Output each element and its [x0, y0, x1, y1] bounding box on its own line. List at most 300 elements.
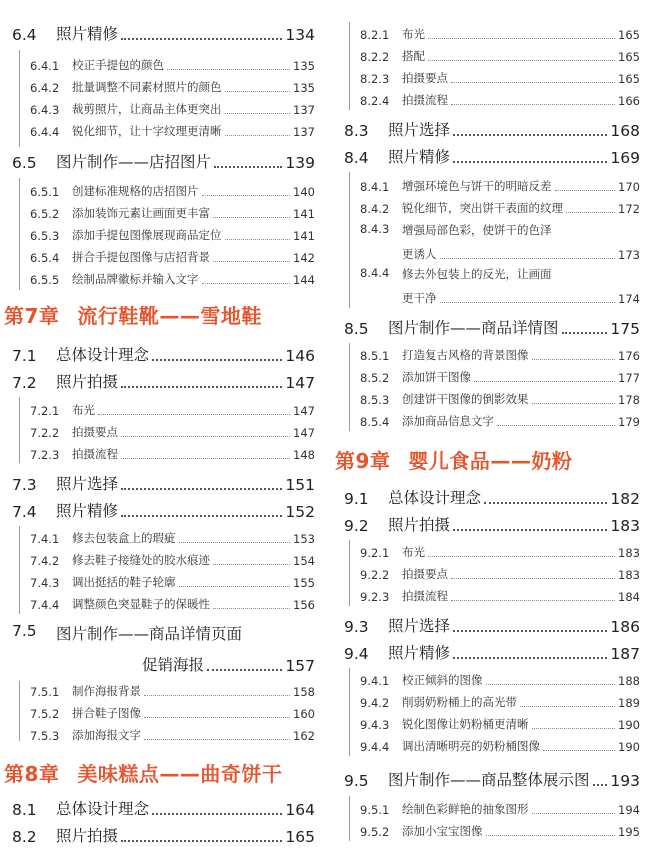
subsection-title: 布光: [402, 27, 425, 41]
toc-section-8-1[interactable]: [12, 797, 315, 819]
subsection-title: 校正手提包的颜色: [72, 58, 164, 72]
subsection-number: 7.5.1: [30, 685, 60, 699]
toc-subsection-8-2-1[interactable]: [360, 26, 640, 42]
dot-leader: [213, 217, 290, 218]
toc-section-6-5[interactable]: [12, 150, 315, 172]
toc-subsection-8-2-2[interactable]: [360, 48, 640, 64]
dot-leader: [179, 542, 291, 543]
page-number: 147: [293, 426, 315, 440]
dot-leader: [144, 695, 290, 696]
page-number: 189: [618, 696, 640, 710]
group-bracket-line: [19, 50, 20, 147]
page-number: 165: [618, 50, 640, 64]
subsection-title: 调出清晰明亮的奶粉桶图像: [402, 739, 540, 753]
toc-section-8-4[interactable]: [344, 145, 640, 167]
subsection-title: 添加商品信息文字: [402, 414, 494, 428]
section-title: 照片精修: [56, 502, 119, 520]
subsection-title: 调整颜色突显鞋子的保暖性: [72, 597, 210, 611]
subsection-number: 8.4.3: [360, 222, 390, 236]
subsection-number: 7.5.2: [30, 707, 60, 721]
group-bracket-line: [349, 668, 350, 756]
page-number: 137: [293, 125, 315, 139]
toc-subsection-9-5-1[interactable]: [360, 801, 640, 817]
dot-leader: [428, 60, 615, 61]
toc-section-9-5[interactable]: [344, 768, 640, 790]
chapter-7-heading[interactable]: [4, 300, 325, 329]
page-number: 172: [618, 202, 640, 216]
toc-subsection-7-4-1[interactable]: [30, 530, 315, 546]
subsection-title: 裁剪照片，让商品主体更突出: [72, 102, 222, 116]
subsection-number: 9.4.3: [360, 718, 390, 732]
subsection-number: 6.4.2: [30, 81, 60, 95]
page-number: 175: [610, 320, 640, 338]
dot-leader: [225, 113, 291, 114]
dot-leader: [152, 813, 282, 815]
section-number: 8.2: [12, 828, 37, 846]
toc-subsection-9-2-3[interactable]: [360, 588, 640, 604]
page-number: 148: [293, 448, 315, 462]
toc-section-8-5[interactable]: [344, 316, 640, 338]
subsection-title: 削弱奶粉桶上的高光带: [402, 695, 517, 709]
section-number: 9.5: [344, 772, 369, 790]
toc-subsection-7-4-3[interactable]: [30, 574, 315, 590]
page-number: 141: [293, 207, 315, 221]
section-number: 9.3: [344, 618, 369, 636]
dot-leader: [214, 166, 282, 168]
toc-section-9-1[interactable]: [344, 486, 640, 508]
subsection-title: 拍摄要点: [72, 425, 118, 439]
subsection-title: 添加手提包图像展现商品定位: [72, 228, 222, 242]
section-number: 9.1: [344, 490, 369, 508]
page-number: 170: [618, 180, 640, 194]
dot-leader: [593, 784, 608, 786]
dot-leader: [451, 104, 615, 105]
page-number: 158: [293, 685, 315, 699]
toc-subsection-8-2-4[interactable]: [360, 92, 640, 108]
toc-subsection-6-5-5[interactable]: [30, 271, 315, 287]
subsection-title: 拍摄流程: [402, 589, 448, 603]
page-number: 152: [285, 503, 315, 521]
dot-leader: [453, 161, 607, 163]
toc-subsection-8-5-2[interactable]: [360, 369, 640, 385]
page-number: 183: [618, 546, 640, 560]
toc-subsection-8-5-3[interactable]: [360, 391, 640, 407]
toc-section-8-2[interactable]: [12, 824, 315, 846]
group-bracket-line: [349, 343, 350, 431]
subsection-number: 8.5.4: [360, 415, 390, 429]
page-number: 188: [618, 674, 640, 688]
dot-leader: [144, 717, 290, 718]
dot-leader: [213, 564, 290, 565]
chapter-8-heading[interactable]: [4, 758, 325, 787]
toc-subsection-7-5-2[interactable]: [30, 705, 315, 721]
subsection-title: 锐化细节，让十字纹理更清晰: [72, 124, 222, 138]
subsection-title: 拍摄要点: [402, 71, 448, 85]
subsection-number: 8.4.4: [360, 266, 390, 280]
page-number: 157: [285, 657, 315, 675]
toc-section-9-2[interactable]: [344, 513, 640, 535]
dot-leader: [484, 502, 607, 504]
subsection-number: 7.4.2: [30, 554, 60, 568]
toc-section-9-3[interactable]: [344, 614, 640, 636]
subsection-title: 搭配: [402, 49, 425, 63]
section-title: 照片精修: [388, 644, 451, 662]
subsection-title: 绘制品牌徽标并输入文字: [72, 272, 199, 286]
dot-leader: [520, 706, 615, 707]
page-number: 165: [285, 828, 315, 846]
subsection-number: 6.4.4: [30, 125, 60, 139]
page-number: 135: [293, 81, 315, 95]
section-title: 照片拍摄: [388, 516, 451, 534]
subsection-number: 6.5.3: [30, 229, 60, 243]
dot-leader: [555, 190, 616, 191]
section-number: 9.2: [344, 517, 369, 535]
page-number: 194: [618, 803, 640, 817]
dot-leader: [225, 91, 291, 92]
dot-leader: [428, 38, 615, 39]
dot-leader: [486, 835, 616, 836]
group-bracket-line: [349, 540, 350, 606]
subsection-title: 拼合鞋子图像: [72, 706, 141, 720]
dot-leader: [474, 381, 615, 382]
toc-subsection-8-4-3[interactable]: [360, 222, 640, 262]
page-number: 135: [293, 59, 315, 73]
subsection-number: 8.5.1: [360, 349, 390, 363]
toc-section-7-1[interactable]: [12, 343, 315, 365]
subsection-number: 9.5.1: [360, 803, 390, 817]
group-bracket-line: [19, 178, 20, 290]
subsection-title: 添加装饰元素让画面更丰富: [72, 206, 210, 220]
dot-leader: [213, 261, 290, 262]
dot-leader: [152, 359, 282, 361]
subsection-title: 修去包装盒上的瑕疵: [72, 531, 176, 545]
subsection-number: 7.5.3: [30, 729, 60, 743]
page-number: 168: [610, 122, 640, 140]
page-number: 173: [618, 248, 640, 262]
dot-leader: [98, 414, 290, 415]
section-number: 7.5: [12, 622, 37, 640]
subsection-title: 添加海报文字: [72, 728, 141, 742]
dot-leader: [213, 608, 290, 609]
subsection-title: 锐化细节，突出饼干表面的纹理: [402, 201, 563, 215]
subsection-title-line-1: 修去外包装上的反光，让画面: [402, 267, 552, 281]
group-bracket-line: [19, 526, 20, 614]
dot-leader: [167, 69, 290, 70]
subsection-title: 校正倾斜的图像: [402, 673, 483, 687]
dot-leader: [121, 840, 282, 842]
toc-subsection-8-5-1[interactable]: [360, 347, 640, 363]
page-number: 137: [293, 103, 315, 117]
page-number: 169: [610, 149, 640, 167]
toc-subsection-7-2-2[interactable]: [30, 424, 315, 440]
subsection-number: 9.4.1: [360, 674, 390, 688]
subsection-number: 7.2.2: [30, 426, 60, 440]
subsection-number: 9.2.1: [360, 546, 390, 560]
subsection-title: 添加小宝宝图像: [402, 824, 483, 838]
dot-leader: [562, 332, 608, 334]
section-title-line-1: 图片制作——商品详情页面: [56, 625, 243, 643]
page-number: 162: [293, 729, 315, 743]
page-number: 178: [618, 393, 640, 407]
subsection-title: 拼合手提包图像与店招背景: [72, 250, 210, 264]
toc-subsection-8-4-2[interactable]: [360, 200, 640, 216]
section-title: 照片精修: [56, 25, 119, 43]
subsection-title: 拍摄流程: [402, 93, 448, 107]
section-number: 7.4: [12, 503, 37, 521]
toc-subsection-6-5-3[interactable]: [30, 227, 315, 243]
toc-subsection-7-5-1[interactable]: [30, 683, 315, 699]
page-number: 156: [293, 598, 315, 612]
toc-subsection-9-4-1[interactable]: [360, 672, 640, 688]
dot-leader: [543, 750, 615, 751]
page-number: 142: [293, 251, 315, 265]
toc-subsection-6-5-4[interactable]: [30, 249, 315, 265]
subsection-number: 6.4.1: [30, 59, 60, 73]
subsection-number: 9.5.2: [360, 825, 390, 839]
subsection-number: 6.5.1: [30, 185, 60, 199]
subsection-title: 锐化图像让奶粉桶更清晰: [402, 717, 529, 731]
dot-leader: [451, 578, 615, 579]
subsection-title: 创建标准规格的店招图片: [72, 184, 199, 198]
section-number: 7.3: [12, 476, 37, 494]
dot-leader: [566, 212, 615, 213]
toc-subsection-6-4-1[interactable]: [30, 57, 315, 73]
subsection-number: 8.2.2: [360, 50, 390, 64]
section-number: 8.4: [344, 149, 369, 167]
toc-section-7-5[interactable]: [12, 622, 315, 675]
page-number: 164: [285, 801, 315, 819]
page-number: 151: [285, 476, 315, 494]
subsection-title: 修去鞋子接缝处的胶水痕迹: [72, 553, 210, 567]
section-number: 6.4: [12, 26, 37, 44]
subsection-title: 批量调整不同素材照片的颜色: [72, 80, 222, 94]
dot-leader: [453, 657, 607, 659]
dot-leader: [453, 134, 607, 136]
section-title: 图片制作——店招图片: [56, 153, 212, 171]
page-number: 165: [618, 28, 640, 42]
page-number: 146: [285, 347, 315, 365]
dot-leader: [486, 684, 616, 685]
section-title: 图片制作——商品详情图: [388, 319, 559, 337]
subsection-title: 调出挺括的鞋子轮廓: [72, 575, 176, 589]
dot-leader: [532, 359, 616, 360]
dot-leader: [121, 436, 290, 437]
subsection-title-line-1: 增强局部色彩，使饼干的色泽: [402, 223, 552, 237]
dot-leader: [451, 82, 615, 83]
subsection-number: 9.2.3: [360, 590, 390, 604]
page-number: 153: [293, 532, 315, 546]
chapter-number: 第8章: [4, 762, 60, 786]
page-number: 154: [293, 554, 315, 568]
page-number: 166: [618, 94, 640, 108]
toc-subsection-7-4-2[interactable]: [30, 552, 315, 568]
toc-subsection-7-4-4[interactable]: [30, 596, 315, 612]
section-number: 8.5: [344, 320, 369, 338]
dot-leader: [451, 600, 615, 601]
page-number: 193: [610, 772, 640, 790]
toc-subsection-7-2-1[interactable]: [30, 402, 315, 418]
chapter-title: 流行鞋靴——雪地鞋: [77, 304, 262, 328]
page-number: 147: [285, 374, 315, 392]
page-number: 182: [610, 490, 640, 508]
section-number: 7.1: [12, 347, 37, 365]
toc-subsection-6-4-3[interactable]: [30, 101, 315, 117]
subsection-number: 9.2.2: [360, 568, 390, 582]
dot-leader: [532, 813, 616, 814]
section-title: 总体设计理念: [388, 489, 482, 507]
section-title: 照片选择: [56, 475, 119, 493]
dot-leader: [497, 425, 615, 426]
page-number: 179: [618, 415, 640, 429]
page-number: 155: [293, 576, 315, 590]
toc-subsection-8-4-1[interactable]: [360, 178, 640, 194]
section-title-line-2: 促销海报: [142, 656, 205, 674]
section-number: 6.5: [12, 154, 37, 172]
subsection-number: 7.4.4: [30, 598, 60, 612]
subsection-number: 6.4.3: [30, 103, 60, 117]
toc-subsection-6-5-2[interactable]: [30, 205, 315, 221]
toc-subsection-8-2-3[interactable]: [360, 70, 640, 86]
chapter-title: 婴儿食品——奶粉: [408, 449, 573, 473]
page-number: 144: [293, 273, 315, 287]
dot-leader: [121, 458, 290, 459]
dot-leader: [179, 586, 291, 587]
page-number: 187: [610, 645, 640, 663]
section-title: 总体设计理念: [56, 346, 150, 364]
subsection-number: 8.5.2: [360, 371, 390, 385]
toc-subsection-9-4-3[interactable]: [360, 716, 640, 732]
page-number: 141: [293, 229, 315, 243]
dot-leader: [532, 403, 616, 404]
subsection-number: 6.5.5: [30, 273, 60, 287]
group-bracket-line: [349, 172, 350, 308]
toc-subsection-9-4-4[interactable]: [360, 738, 640, 754]
group-bracket-line: [19, 397, 20, 463]
page-number: 139: [285, 154, 315, 172]
dot-leader: [207, 669, 282, 671]
subsection-title: 布光: [402, 545, 425, 559]
section-number: 7.2: [12, 374, 37, 392]
toc-subsection-6-4-2[interactable]: [30, 79, 315, 95]
section-title: 照片拍摄: [56, 373, 119, 391]
chapter-9-heading[interactable]: [335, 445, 650, 474]
subsection-number: 8.2.4: [360, 94, 390, 108]
subsection-number: 8.4.1: [360, 180, 390, 194]
subsection-number: 7.2.3: [30, 448, 60, 462]
chapter-title: 美味糕点——曲奇饼干: [77, 762, 283, 786]
page-number: 195: [618, 825, 640, 839]
page-number: 184: [618, 590, 640, 604]
toc-subsection-7-5-3[interactable]: [30, 727, 315, 743]
page-number: 190: [618, 740, 640, 754]
subsection-title: 打造复古风格的背景图像: [402, 348, 529, 362]
toc-subsection-6-5-1[interactable]: [30, 183, 315, 199]
subsection-title-line-2: 更诱人: [402, 247, 437, 261]
page-number: 134: [285, 26, 315, 44]
section-number: 8.3: [344, 122, 369, 140]
dot-leader: [202, 283, 291, 284]
dot-leader: [225, 135, 291, 136]
subsection-number: 8.5.3: [360, 393, 390, 407]
dot-leader: [428, 556, 615, 557]
subsection-title: 创建饼干图像的倒影效果: [402, 392, 529, 406]
dot-leader: [121, 515, 282, 517]
dot-leader: [144, 739, 290, 740]
dot-leader: [225, 239, 291, 240]
subsection-title: 制作海报背景: [72, 684, 141, 698]
toc-section-9-4[interactable]: [344, 641, 640, 663]
toc-section-6-4[interactable]: [12, 22, 315, 44]
dot-leader: [121, 38, 282, 40]
dot-leader: [121, 488, 282, 490]
page-number: 177: [618, 371, 640, 385]
subsection-title: 布光: [72, 403, 95, 417]
toc-section-7-3[interactable]: [12, 472, 315, 494]
toc-subsection-8-5-4[interactable]: [360, 413, 640, 429]
toc-subsection-9-4-2[interactable]: [360, 694, 640, 710]
subsection-title: 添加饼干图像: [402, 370, 471, 384]
page-number: 160: [293, 707, 315, 721]
toc-subsection-8-4-4[interactable]: [360, 266, 640, 306]
dot-leader: [121, 386, 282, 388]
page-number: 186: [610, 618, 640, 636]
subsection-number: 7.2.1: [30, 404, 60, 418]
subsection-number: 7.4.1: [30, 532, 60, 546]
chapter-number: 第9章: [335, 449, 391, 473]
subsection-number: 9.4.2: [360, 696, 390, 710]
page-number: 174: [618, 292, 640, 306]
toc-subsection-6-4-4[interactable]: [30, 123, 315, 139]
subsection-number: 8.2.3: [360, 72, 390, 86]
toc-section-7-4[interactable]: [12, 499, 315, 521]
page-number: 183: [618, 568, 640, 582]
subsection-number: 6.5.4: [30, 251, 60, 265]
dot-leader: [453, 630, 607, 632]
subsection-title: 拍摄流程: [72, 447, 118, 461]
subsection-number: 8.4.2: [360, 202, 390, 216]
section-title: 总体设计理念: [56, 800, 150, 818]
toc-subsection-9-2-1[interactable]: [360, 544, 640, 560]
section-title: 图片制作——商品整体展示图: [388, 771, 590, 789]
subsection-number: 8.2.1: [360, 28, 390, 42]
group-bracket-line: [349, 22, 350, 110]
subsection-title: 增强环境色与饼干的明暗反差: [402, 179, 552, 193]
subsection-number: 7.4.3: [30, 576, 60, 590]
dot-leader: [202, 195, 291, 196]
toc-subsection-7-2-3[interactable]: [30, 446, 315, 462]
section-number: 8.1: [12, 801, 37, 819]
subsection-title: 拍摄要点: [402, 567, 448, 581]
toc-section-8-3[interactable]: [344, 118, 640, 140]
chapter-number: 第7章: [4, 304, 60, 328]
subsection-number: 9.4.4: [360, 740, 390, 754]
subsection-number: 6.5.2: [30, 207, 60, 221]
section-title: 照片拍摄: [56, 827, 119, 845]
toc-subsection-9-2-2[interactable]: [360, 566, 640, 582]
page-number: 190: [618, 718, 640, 732]
toc-section-7-2[interactable]: [12, 370, 315, 392]
page-number: 183: [610, 517, 640, 535]
toc-subsection-9-5-2[interactable]: [360, 823, 640, 839]
group-bracket-line: [349, 796, 350, 841]
subsection-title: 绘制色彩鲜艳的抽象图形: [402, 802, 529, 816]
dot-leader: [440, 258, 616, 259]
section-title: 照片选择: [388, 121, 451, 139]
page-number: 176: [618, 349, 640, 363]
page-number: 140: [293, 185, 315, 199]
dot-leader: [453, 529, 607, 531]
page-number: 147: [293, 404, 315, 418]
